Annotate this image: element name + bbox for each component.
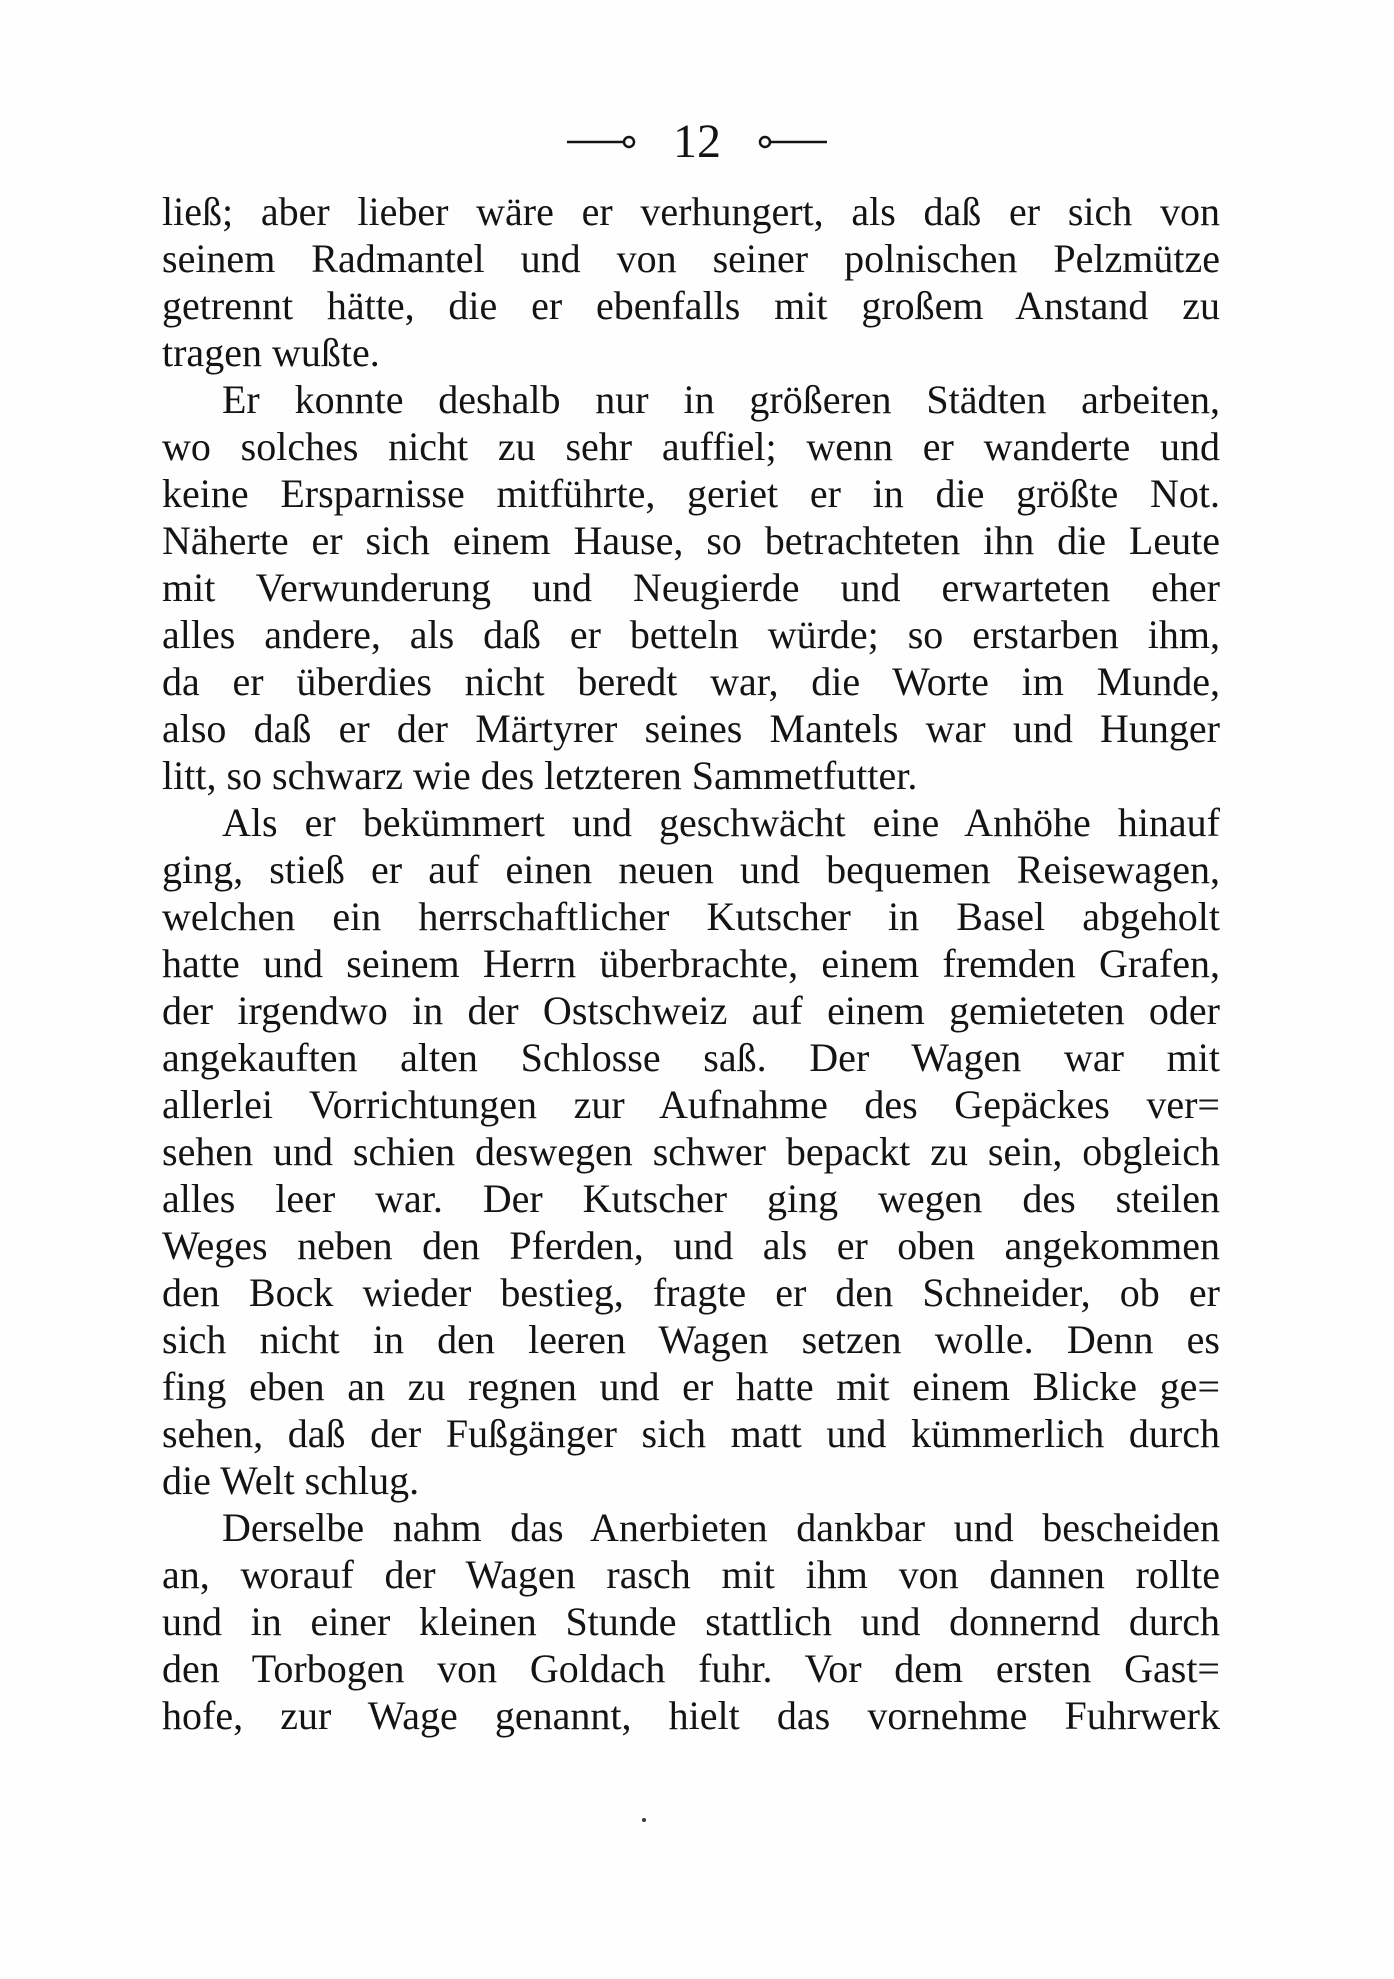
text-line: der irgendwo in der Ostschweiz auf einem gemieteten oder: [162, 988, 1220, 1033]
text-line: Näherte er sich einem Hause, so betrachteten ihn die Leute: [162, 518, 1220, 563]
text-line: also daß er der Märtyrer seines Mantels war und Hunger: [162, 706, 1220, 751]
text-line: angekauften alten Schlosse saß. Der Wagen war mit: [162, 1035, 1220, 1080]
text-line: Er konnte deshalb nur in größeren Städten arbeiten,: [222, 377, 1220, 422]
ink-speck: [642, 1818, 646, 1822]
text-line: sehen und schien deswegen schwer bepackt zu sein, obgleich: [162, 1129, 1220, 1174]
text-line: getrennt hätte, die er ebenfalls mit großem Anstand zu: [162, 283, 1220, 328]
paragraph: [162, 188, 1220, 376]
text-line: litt, so schwarz wie des letzteren Sammetfutter.: [162, 753, 918, 798]
text-line: sich nicht in den leeren Wagen setzen wolle. Denn es: [162, 1317, 1220, 1362]
text-line: mit Verwunderung und Neugierde und erwarteten eher: [162, 565, 1220, 610]
text-line: tragen wußte.: [162, 330, 380, 375]
left-ornament-icon: [565, 134, 637, 150]
text-line: keine Ersparnisse mitführte, geriet er in die größte Not.: [162, 471, 1220, 516]
paragraph: [162, 799, 1220, 1504]
text-line: ließ; aber lieber wäre er verhungert, als daß er sich von: [162, 189, 1220, 234]
text-line: hatte und seinem Herrn überbrachte, einem fremden Grafen,: [162, 941, 1220, 986]
text-line: sehen, daß der Fußgänger sich matt und kümmerlich durch: [162, 1411, 1220, 1456]
text-line: den Bock wieder bestieg, fragte er den Schneider, ob er: [162, 1270, 1220, 1315]
text-line: hofe, zur Wage genannt, hielt das vornehme Fuhrwerk: [162, 1693, 1220, 1738]
text-line: an, worauf der Wagen rasch mit ihm von dannen rollte: [162, 1552, 1220, 1597]
paragraph: [162, 1504, 1220, 1739]
text-line: seinem Radmantel und von seiner polnischen Pelzmütze: [162, 236, 1220, 281]
text-line: Weges neben den Pferden, und als er oben angekommen: [162, 1223, 1220, 1268]
text-line: Als er bekümmert und geschwächt eine Anhöhe hinauf: [222, 800, 1220, 845]
text-line: die Welt schlug.: [162, 1458, 420, 1503]
text-line: alles leer war. Der Kutscher ging wegen des steilen: [162, 1176, 1220, 1221]
text-line: alles andere, als daß er betteln würde; so erstarben ihm,: [162, 612, 1220, 657]
text-line: und in einer kleinen Stunde stattlich und donnernd durch: [162, 1599, 1220, 1644]
right-ornament-icon: [757, 134, 829, 150]
page-header: [0, 108, 1394, 172]
text-line: ging, stieß er auf einen neuen und bequemen Reisewagen,: [162, 847, 1220, 892]
text-line: fing eben an zu regnen und er hatte mit einem Blicke ge=: [162, 1364, 1220, 1409]
text-line: Derselbe nahm das Anerbieten dankbar und bescheiden: [222, 1505, 1220, 1550]
body-text: [162, 188, 1220, 1739]
text-line: da er überdies nicht beredt war, die Worte im Munde,: [162, 659, 1220, 704]
text-line: den Torbogen von Goldach fuhr. Vor dem ersten Gast=: [162, 1646, 1220, 1691]
paragraph: [162, 376, 1220, 799]
text-line: welchen ein herrschaftlicher Kutscher in Basel abgeholt: [162, 894, 1220, 939]
text-line: wo solches nicht zu sehr auffiel; wenn er wanderte und: [162, 424, 1220, 469]
page-number: 12: [673, 114, 721, 168]
text-line: allerlei Vorrichtungen zur Aufnahme des Gepäckes ver=: [162, 1082, 1220, 1127]
